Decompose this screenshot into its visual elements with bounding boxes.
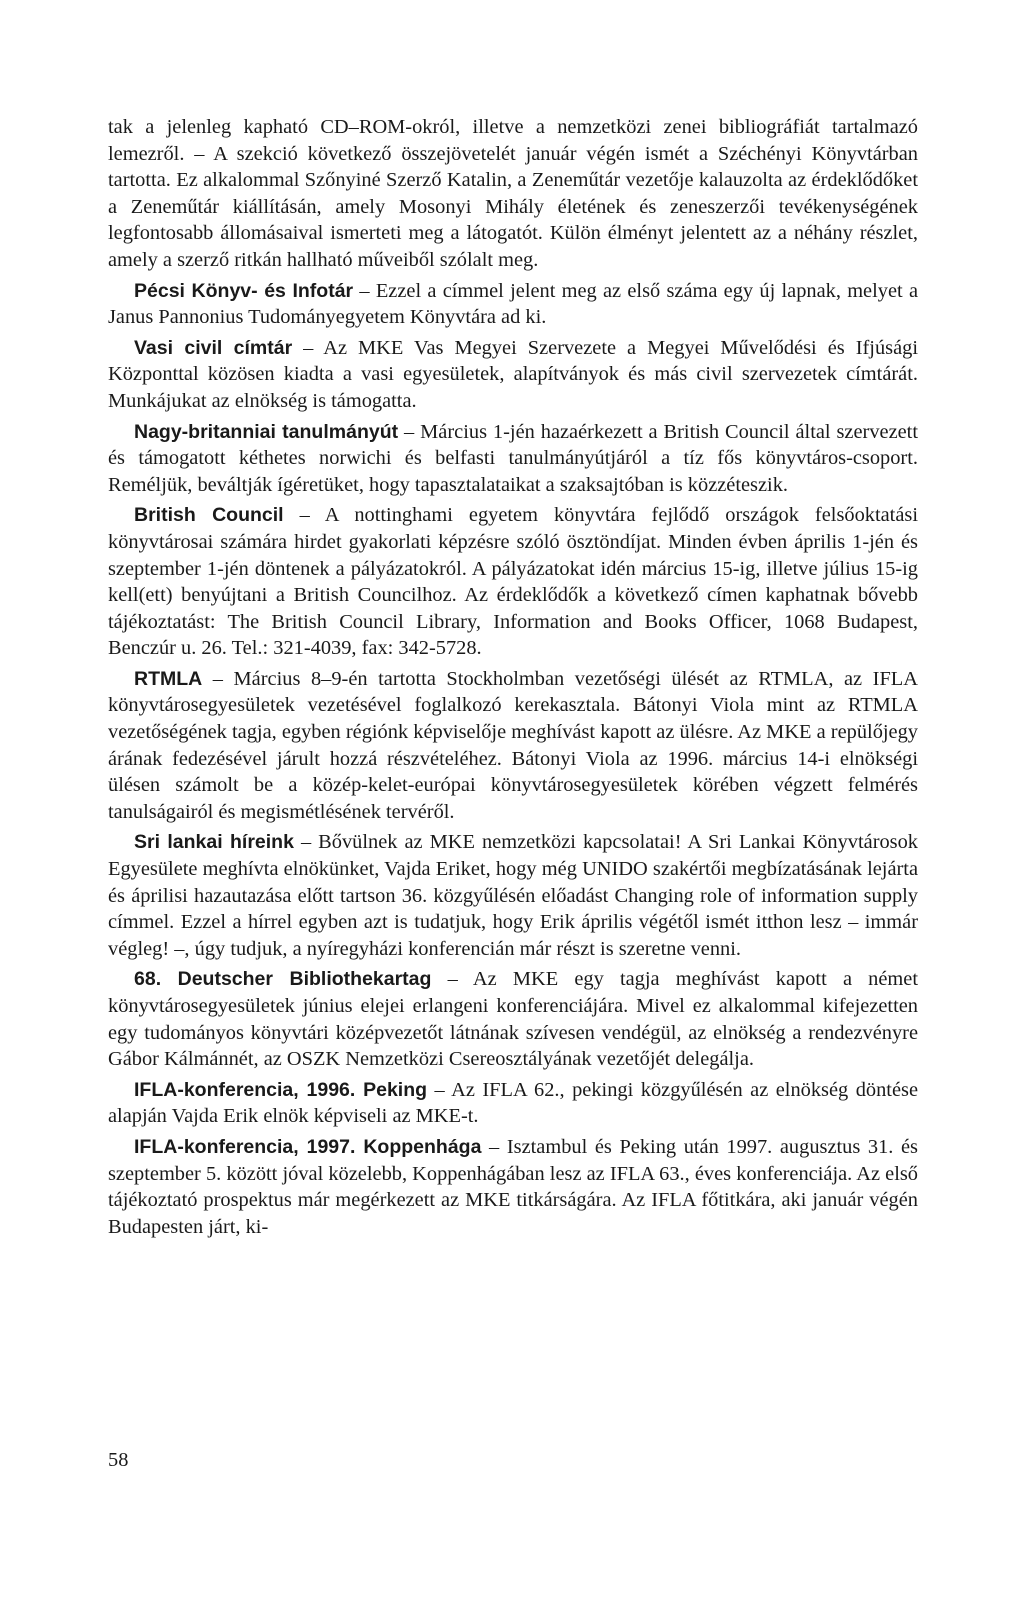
paragraph-body: tak a jelenleg kapható CD–ROM-okról, illetve a nemzetközi zenei bibliográfiát tartalmazó lemezről. – A szekció következő összejövetelét január végén ismét a Széchényi Könyvtárban tartotta. Ez alkalommal Szőnyiné Szerző Katalin, a Zeneműtár vezetője kalauzolta az érdeklődőket a Zeneműtár kiállításán, amely Mosonyi Mihály életének és zeneszerzői tevékenységének legfontosabb állomásaival ismerteti meg a látogatót. Külön élményt jelentett az a néhány részlet, amely a szerző ritkán hallható műveiből szólalt meg. (108, 116, 918, 271)
paragraph-heading: IFLA-konferencia, 1997. Koppenhága (134, 1135, 482, 1158)
page-number: 58 (108, 1449, 129, 1471)
paragraph-british-council (108, 502, 918, 662)
paragraph-sri-lankai (108, 829, 918, 962)
paragraph-deutscher-bibliothekartag (108, 966, 918, 1072)
paragraph-body: – Az MKE Vas Megyei Szervezete a Megyei Művelődési és Ifjúsági Központtal közösen kiadta a vasi egyesületek, alapítványok és más civil szervezetek címtárát. Munkájukat az elnökség is támogatta. (108, 336, 918, 412)
paragraph-pecsi-konyv (108, 278, 918, 331)
paragraph-body: – Isztambul és Peking után 1997. augusztus 31. és szeptember 5. között jóval közelebb, Koppenhágában lesz az IFLA 63., éves konferenciája. Az első tájékoztató prospektus már megérkezett az MKE titkárságára. Az IFLA főtitkára, aki január végén Budapesten járt, ki- (108, 1135, 918, 1238)
paragraph-heading: Pécsi Könyv- és Infotár (134, 279, 354, 302)
paragraph-heading: Nagy-britanniai tanulmányút (134, 420, 399, 443)
paragraph-heading: 68. Deutscher Bibliothekartag (134, 968, 432, 991)
paragraph-nagy-britanniai (108, 419, 918, 499)
paragraph-heading: British Council (134, 504, 284, 527)
paragraph-heading: IFLA-konferencia, 1996. Peking (134, 1078, 428, 1101)
paragraph-body: – Március 1-jén hazaérkezett a British Council által szervezett és támogatott kéthetes norwichi és belfasti tanulmányútjáról a tíz fős könyvtáros-csoport. Reméljük, beváltják ígéretüket, hogy tapasztalataikat a szaksajtóban is közzéteszik. (108, 420, 919, 496)
paragraph-ifla-1996 (108, 1077, 918, 1130)
paragraph-body: – Az MKE egy tagja meghívást kapott a német könyvtárosegyesületek június elejei erlangeni konferenciájára. Mivel ez alkalommal kifejezetten egy tudományos könyvtári középvezetőt látnának szívesen vendégül, az elnökség a rendezvényre Gábor Kálmánnét, az OSZK Nemzetközi Csereosztályának vezetőjét delegálja. (108, 968, 918, 1071)
paragraph-heading: RTMLA (134, 667, 203, 690)
paragraph-heading: Sri lankai híreink (134, 831, 294, 854)
paragraph-body: – Bővülnek az MKE nemzetközi kapcsolatai! A Sri Lankai Könyvtárosok Egyesülete meghívta elnökünket, Vajda Eriket, hogy még UNIDO szakértői megbízatásának lejárta és áprilisi hazautazása előtt tartson 36. közgyűlésén előadást Changing role of information supply címmel. Ezzel a hírrel egyben azt is tudatjuk, hogy Erik április végétől ismét itthon lesz – immár végleg! –, úgy tudjuk, a nyíregyházi konferencián már részt is szeretne venni. (108, 831, 918, 960)
paragraph-body: – A nottinghami egyetem könyvtára fejlődő országok felsőoktatási könyvtárosai számára hirdet gyakorlati képzésre szóló ösztöndíjat. Minden évben április 1-jén és szeptember 1-jén döntenek a pályázatokról. A pályázatokat idén március 15-ig, illetve július 15-ig kell(ett) benyújtani a British Councilhoz. Az érdeklődők a következő címen kaphatnak bővebb tájékoztatást: The British Council Library, Information and Books Officer, 1068 Budapest, Benczúr u. 26. Tel.: 321-4039, fax: 342-5728. (108, 504, 918, 660)
paragraph-body: – Ezzel a címmel jelent meg az első száma egy új lapnak, melyet a Janus Pannonius Tudományegyetem Könyvtára ad ki. (108, 279, 918, 329)
paragraph-body: – Az IFLA 62., pekingi közgyűlésén az elnökség döntése alapján Vajda Erik elnök képviseli az MKE-t. (108, 1078, 919, 1128)
page-body (108, 114, 918, 1244)
paragraph-vasi-civil (108, 335, 918, 415)
paragraph-continuation (108, 114, 918, 274)
paragraph-body: – Március 8–9-én tartotta Stockholmban vezetőségi ülését az RTMLA, az IFLA könyvtárosegyesületek vezetésével foglalkozó kerekasztala. Bátonyi Viola mint az RTMLA vezetőségének tagja, egyben régiónk képviselője meghívást kapott az ülésre. Az MKE a repülőjegy árának fedezésével járult hozzá részvételéhez. Bátonyi Viola az 1996. március 14-i elnökségi ülésen számolt be a közép-kelet-európai könyvtárosegyesületek körében végzett felmérés tanulságairól és megismétlésének tervéről. (108, 667, 918, 823)
paragraph-ifla-1997 (108, 1134, 918, 1240)
paragraph-heading: Vasi civil címtár (134, 336, 293, 359)
paragraph-rtmla (108, 666, 918, 826)
